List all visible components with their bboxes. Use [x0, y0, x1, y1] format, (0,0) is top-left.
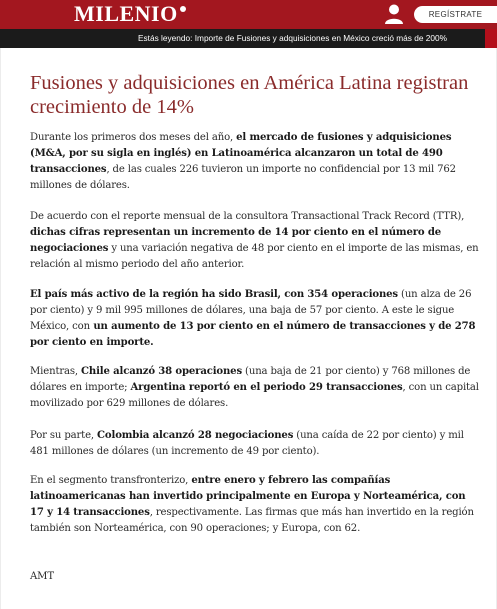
article-paragraph-1: Durante los primeros dos meses del año, el mercado de fusiones y adquisiciones (M&A, por su sigla en inglés) en Latinoamérica alcanzaron un total de 490 transacciones, de las cuales 226 tuvieron un importe no confidencial por 13 mil 762 millones de dólares. [30, 132, 456, 191]
article-headline: Fusiones y adquisiciones en América Latina registran crecimiento de 14% [30, 72, 469, 118]
user-icon[interactable] [384, 3, 404, 25]
article-paragraph-2: De acuerdo con el reporte mensual de la consultora Transactional Track Record (TTR), dichas cifras representan un incremento de 14 por ciento en el número de negociaciones y una variación negativa de 48 por ciento en el importe de las mismas, en relación al mismo periodo del año anterior. [30, 211, 479, 270]
author-signature: AMT [30, 571, 54, 582]
logo-dot-icon [180, 6, 186, 12]
register-button[interactable]: REGÍSTRATE [414, 6, 497, 23]
article-paragraph-4: Mientras, Chile alcanzó 38 operaciones (una baja de 21 por ciento) y 768 millones de dólares en importe; Argentina reportó en el periodo 29 transacciones, con un capital movilizado por 629 millones de dólares. [30, 366, 479, 409]
reading-bar-accent [485, 29, 497, 48]
now-reading-bar[interactable] [0, 29, 497, 48]
now-reading-text: Estás leyendo: Importe de Fusiones y adquisiciones en México creció más de 200% [138, 33, 447, 43]
article [0, 48, 497, 609]
milenio-logo[interactable] [74, 2, 186, 26]
article-paragraph-5: Por su parte, Colombia alcanzó 28 negociaciones (una caída de 22 por ciento) y mil 481 millones de dólares (un incremento de 49 por ciento). [30, 430, 464, 457]
article-paragraph-6: En el segmento transfronterizo, entre enero y febrero las compañías latinoamericanas han invertido principalmente en Europa y Norteamérica, con 17 y 14 transacciones, respectivamente. Las firmas que más han invertido en la región también son Norteamérica, con 90 operaciones; y Europa, con 62. [30, 475, 474, 534]
site-header [0, 0, 497, 29]
logo-text: MILENIO [74, 1, 178, 26]
article-paragraph-3: El país más activo de la región ha sido Brasil, con 354 operaciones (un alza de 26 por ciento) y 9 mil 995 millones de dólares, una baja de 57 por ciento. A este le sigue México, con un aumento de 13 por ciento en el número de transacciones y de 278 por ciento en importe. [30, 289, 476, 348]
